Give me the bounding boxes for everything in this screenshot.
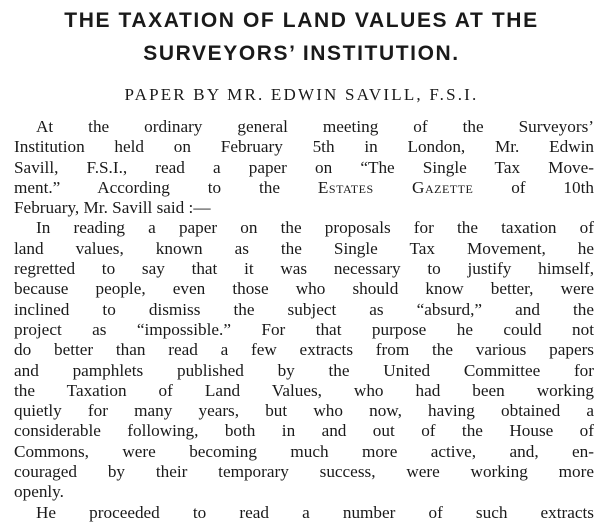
body-line: Commons, were becoming much more active, and, en- [14, 441, 594, 461]
body-line: February, Mr. Savill said :— [14, 198, 211, 218]
body-line: couraged by their temporary success, were working more [14, 462, 594, 482]
body-line: considerable following, both in and out of the House of [14, 421, 594, 441]
body-line: inclined to dismiss the subject as “absurd,” and the [14, 299, 594, 319]
body-line: openly. [14, 482, 64, 502]
body-line: and pamphlets published by the United Committee for [14, 360, 594, 380]
article-byline: PAPER BY MR. EDWIN SAVILL, F.S.I. [124, 85, 479, 104]
body-line: project as “impossible.” For that purpose he could not [14, 319, 594, 339]
body-text: ment.” According to the [14, 177, 318, 197]
body-line [14, 178, 594, 198]
body-text: of 10th [473, 177, 594, 197]
body-line: because people, even those who should know better, were [14, 279, 594, 299]
body-line: In reading a paper on the proposals for the taxation of [36, 218, 594, 238]
body-line: At the ordinary general meeting of the Surveyors’ [36, 117, 594, 136]
body-line: land values, known as the Single Tax Movement, he [14, 238, 594, 258]
body-line: regretted to say that it was necessary to justify himself, [14, 259, 594, 279]
article-title-line-1: THE TAXATION OF LAND VALUES AT THE [64, 9, 539, 32]
body-line: Institution held on February 5th in London, Mr. Edwin [14, 137, 594, 157]
article-title-line-2: SURVEYORS’ INSTITUTION. [143, 42, 460, 65]
truncated-line: He proceeded to read a number of such extracts [36, 502, 594, 522]
body-line: Savill, F.S.I., read a paper on “The Single Tax Move- [14, 157, 594, 177]
body-line: the Taxation of Land Values, who had been working [14, 380, 594, 400]
body-line: do better than read a few extracts from the various papers [14, 340, 594, 360]
body-line: quietly for many years, but who now, having obtained a [14, 401, 594, 421]
publication-name: Estates Gazette [317, 177, 474, 197]
article-body [14, 117, 594, 522]
